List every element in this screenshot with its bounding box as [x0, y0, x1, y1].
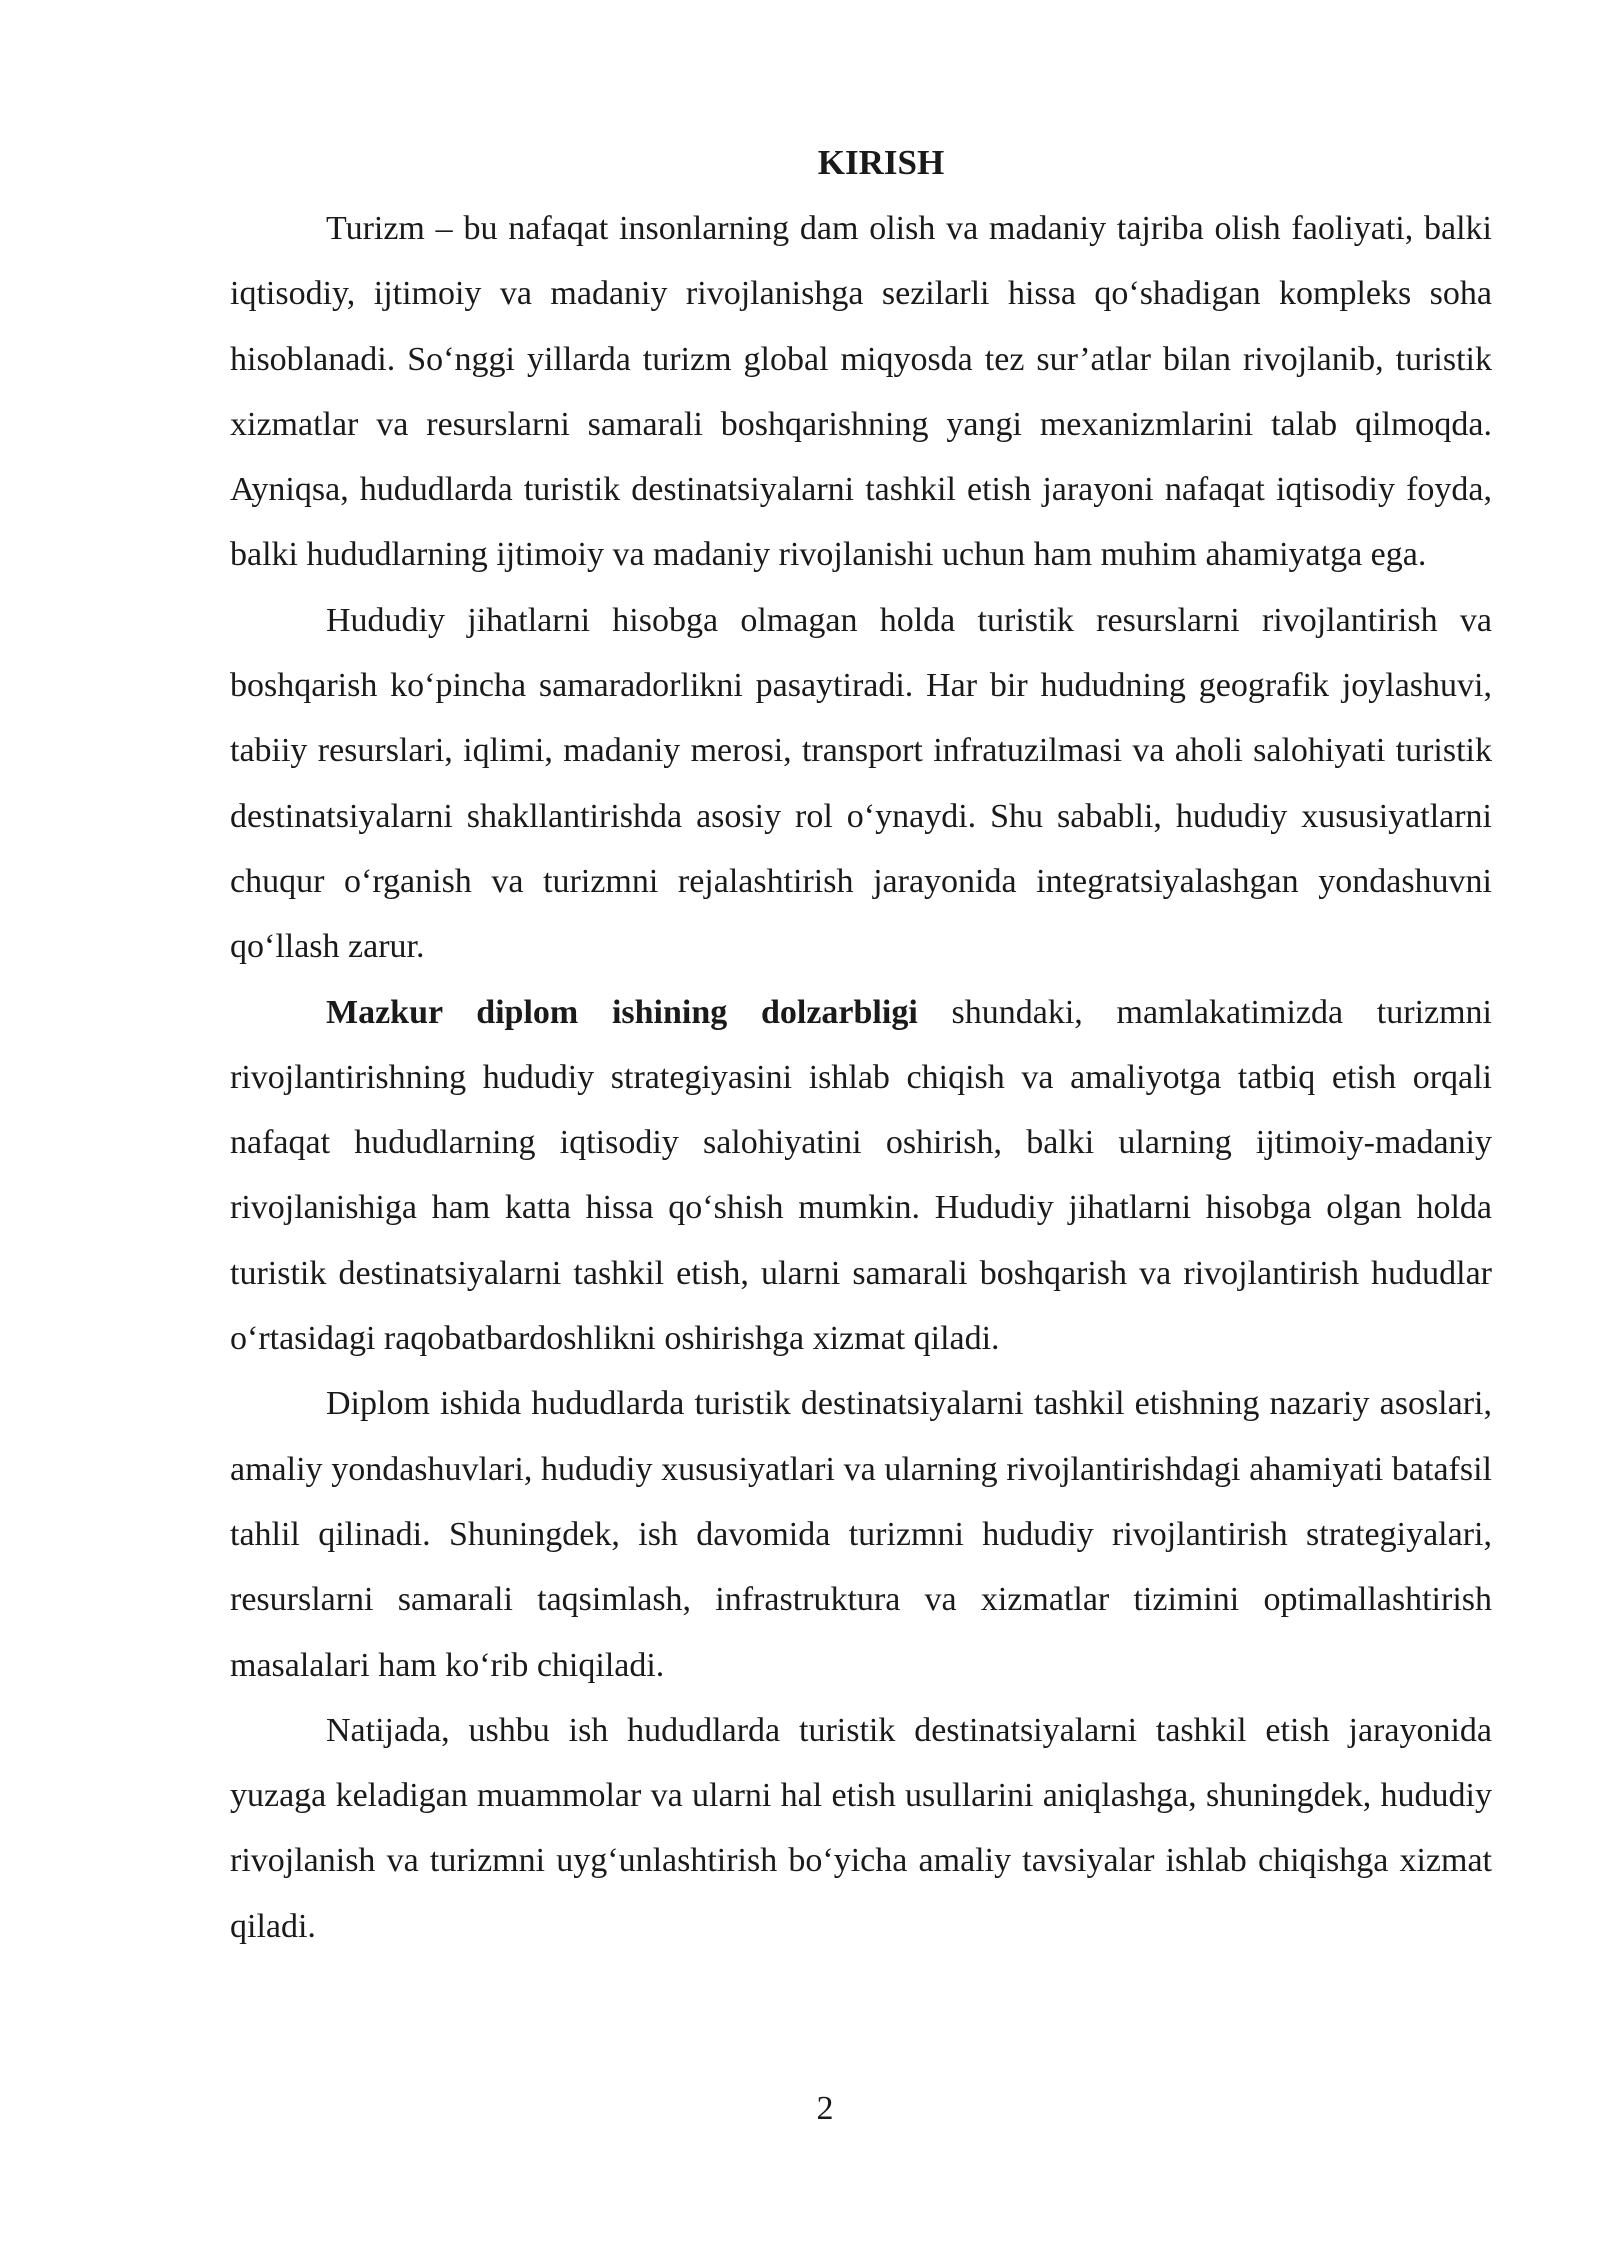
- relevance-heading: Mazkur diplom ishining dolzarbligi: [326, 993, 918, 1031]
- paragraph-1-text: Turizm – bu nafaqat insonlarning dam olish va madaniy tajriba olish faoliyati, balki iqtisodiy, ijtimoiy va madaniy rivojlanishga sezilarli hissa qo‘shadigan kompleks soha hisoblanadi. So‘nggi yillarda turizm global miqyosda tez sur’atlar bilan rivojlanib, turistik xizmatlar va resurslarni samarali boshqarishning yangi mexanizmlarini talab qilmoqda. Ayniqsa, hududlarda turistik destinatsiyalarni tashkil etish jarayoni nafaqat iqtisodiy foyda, balki hududlarning ijtimoiy va madaniy rivojlanishi uchun ham muhim ahamiyatga ega.: [230, 210, 1492, 574]
- paragraph-2: [230, 588, 1492, 980]
- page-content: [230, 138, 1492, 1959]
- paragraph-5: [230, 1698, 1492, 1959]
- page-number: 2: [816, 2090, 834, 2127]
- paragraph-4-text: Diplom ishida hududlarda turistik destinatsiyalarni tashkil etishning nazariy asoslari, amaliy yondashuvlari, hududiy xususiyatlari va ularning rivojlantirishdagi ahamiyati batafsil tahlil qilinadi. Shuningdek, ish davomida turizmni hududiy rivojlantirish strategiyalari, resurslarni samarali taqsimlash, infrastruktura va xizmatlar tizimini optimallashtirish masalalari ham ko‘rib chiqiladi.: [230, 1385, 1492, 1684]
- paragraph-3-text: shundaki, mamlakatimizda turizmni rivojlantirishning hududiy strategiyasini ishlab chiqish va amaliyotga tatbiq etish orqali nafaqat hududlarning iqtisodiy salohiyatini oshirish, balki ularning ijtimoiy-madaniy rivojlanishiga ham katta hissa qo‘shish mumkin. Hududiy jihatlarni hisobga olgan holda turistik destinatsiyalarni tashkil etish, ularni samarali boshqarish va rivojlantirish hududlar o‘rtasidagi raqobatbardoshlikni oshirishga xizmat qiladi.: [230, 993, 1493, 1358]
- section-title: KIRISH: [817, 143, 945, 182]
- paragraph-1: [230, 196, 1492, 588]
- paragraph-3: [230, 980, 1492, 1372]
- paragraph-2-text: Hududiy jihatlarni hisobga olmagan holda turistik resurslarni rivojlantirish va boshqarish ko‘pincha samaradorlikni pasaytiradi. Har bir hududning geografik joylashuvi, tabiiy resurslari, iqlimi, madaniy merosi, transport infratuzilmasi va aholi salohiyati turistik destinatsiyalarni shakllantirishda asosiy rol o‘ynaydi. Shu sababli, hududiy xususiyatlarni chuqur o‘rganish va turizmni rejalashtirish jarayonida integratsiyalashgan yondashuvni qo‘llash zarur.: [230, 601, 1492, 966]
- paragraph-4: [230, 1371, 1492, 1697]
- paragraph-5-text: Natijada, ushbu ish hududlarda turistik destinatsiyalarni tashkil etish jarayonida yuzaga keladigan muammolar va ularni hal etish usullarini aniqlashga, shuningdek, hududiy rivojlanish va turizmni uyg‘unlashtirish bo‘yicha amaliy tavsiyalar ishlab chiqishga xizmat qiladi.: [230, 1711, 1492, 1945]
